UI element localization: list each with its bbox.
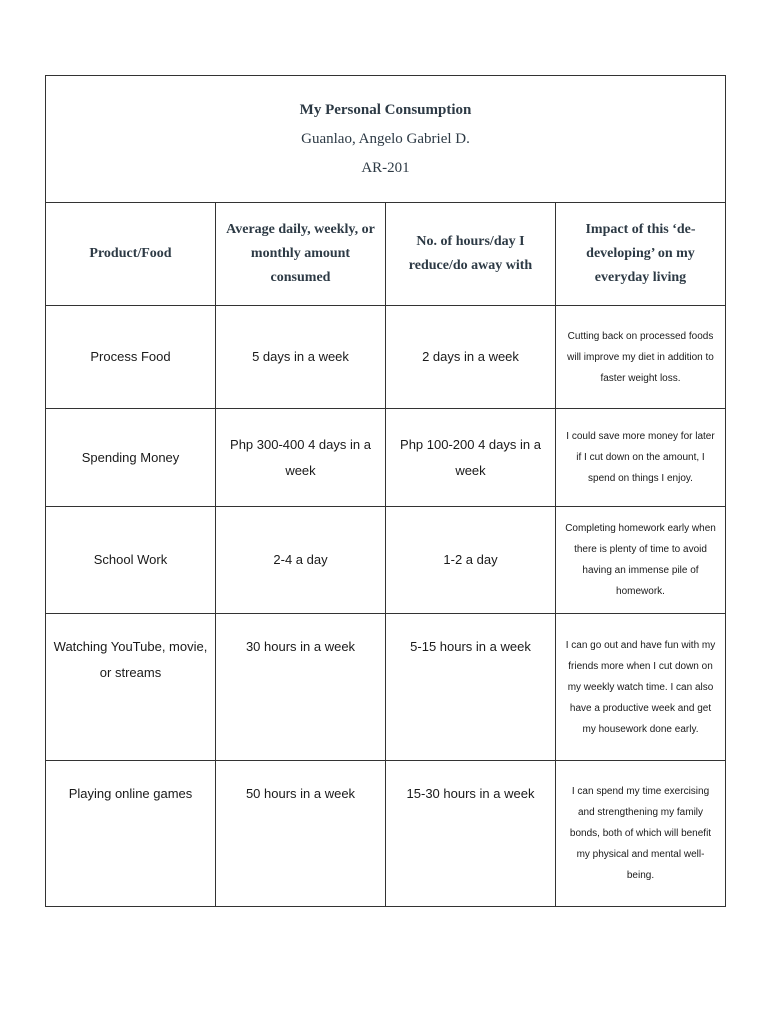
header-impact: Impact of this ‘de-developing’ on my everyday living [556, 203, 726, 306]
cell-reduce: 5-15 hours in a week [386, 614, 556, 761]
section-code: AR-201 [361, 159, 410, 176]
cell-reduce: 15-30 hours in a week [386, 761, 556, 907]
table-row [46, 507, 726, 614]
cell-amount: Php 300-400 4 days in a week [216, 409, 386, 507]
cell-impact: I can go out and have fun with my friends more when I cut down on my weekly watch time. I can also have a productive week and get my housework done early. [556, 614, 726, 761]
title-block [46, 76, 726, 203]
header-product: Product/Food [46, 203, 216, 306]
cell-impact: I could save more money for later if I cut down on the amount, I spend on things I enjoy. [556, 409, 726, 507]
author-name: Guanlao, Angelo Gabriel D. [301, 130, 470, 147]
cell-amount: 50 hours in a week [216, 761, 386, 907]
cell-impact: I can spend my time exercising and strengthening my family bonds, both of which will benefit my physical and mental well-being. [556, 761, 726, 907]
cell-product: Watching YouTube, movie, or streams [46, 614, 216, 761]
cell-reduce: 2 days in a week [386, 306, 556, 409]
table-row [46, 306, 726, 409]
cell-impact: Cutting back on processed foods will improve my diet in addition to faster weight loss. [556, 306, 726, 409]
table-row [46, 761, 726, 907]
cell-product: Playing online games [46, 761, 216, 907]
cell-reduce: Php 100-200 4 days in a week [386, 409, 556, 507]
cell-impact: Completing homework early when there is plenty of time to avoid having an immense pile of homework. [556, 507, 726, 614]
cell-amount: 2-4 a day [216, 507, 386, 614]
header-reduce: No. of hours/day I reduce/do away with [386, 203, 556, 306]
cell-product: Spending Money [46, 409, 216, 507]
header-row [46, 203, 726, 306]
title-row [46, 76, 726, 203]
cell-reduce: 1-2 a day [386, 507, 556, 614]
cell-product: School Work [46, 507, 216, 614]
table-row [46, 614, 726, 761]
cell-amount: 30 hours in a week [216, 614, 386, 761]
consumption-table [45, 75, 726, 907]
header-amount: Average daily, weekly, or monthly amount consumed [216, 203, 386, 306]
cell-product: Process Food [46, 306, 216, 409]
cell-amount: 5 days in a week [216, 306, 386, 409]
table-row [46, 409, 726, 507]
document-title: My Personal Consumption [299, 101, 472, 118]
